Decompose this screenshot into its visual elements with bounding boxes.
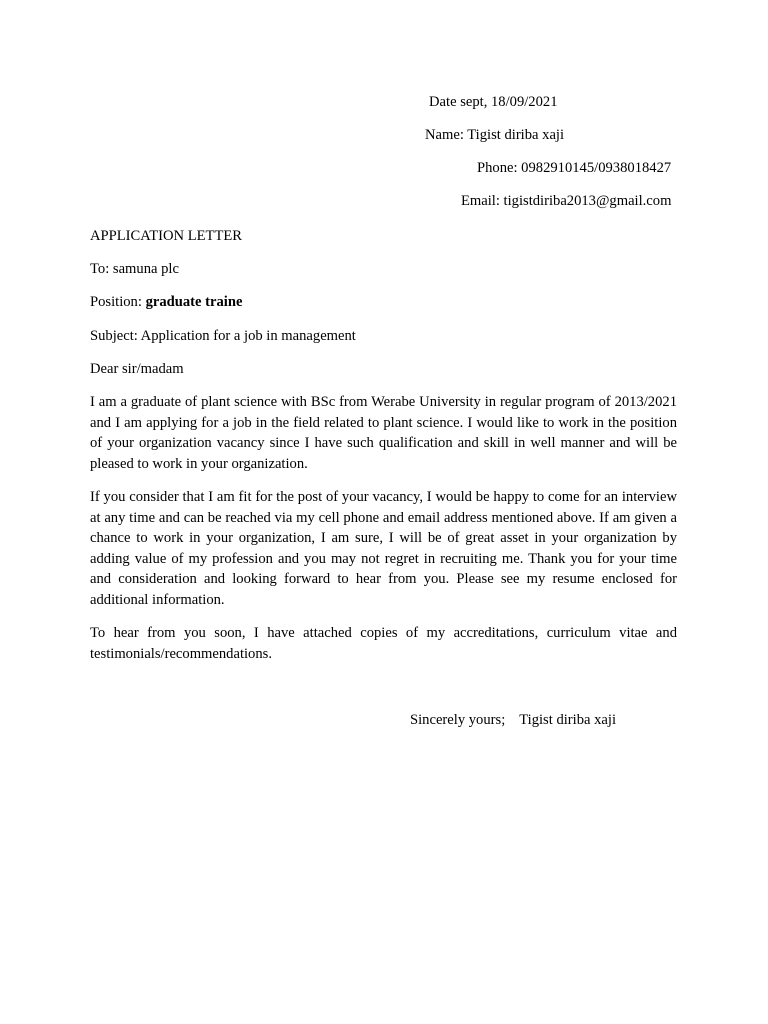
sender-name: Name: Tigist diriba xaji: [425, 127, 565, 143]
sender-phone: Phone: 0982910145/0938018427: [477, 160, 672, 176]
signature-name: Tigist diriba xaji: [519, 712, 617, 728]
signoff-line: [410, 711, 616, 729]
subject-line: Subject: Application for a job in management: [90, 328, 356, 344]
closing-text: Sincerely yours;: [410, 712, 506, 728]
body-paragraph-2: If you consider that I am fit for the post of your vacancy, I would be happy to come for an interview at any time and can be reached via my cell phone and email address mentioned above. If am given a chance to work in your organization, I am sure, I will be of great asset in your organization by adding value of my profession and you may not regret in recruiting me. Thank you for your time and consideration and looking forward to hear from you. Please see my resume enclosed for additional information.: [90, 489, 677, 608]
recipient-line: To: samuna plc: [90, 261, 179, 277]
sender-email: Email: tigistdiriba2013@gmail.com: [461, 193, 672, 209]
date-line: Date sept, 18/09/2021: [429, 94, 558, 110]
body-paragraph-3: To hear from you soon, I have attached copies of my accreditations, curriculum vitae and testimonials/recommendations.: [90, 625, 677, 662]
salutation: Dear sir/madam: [90, 361, 184, 377]
position-label: Position:: [90, 294, 146, 310]
position-value: graduate traine: [145, 294, 243, 310]
body-paragraph-1: I am a graduate of plant science with BSc from Werabe University in regular program of 2013/2021 and I am applying for a job in the field related to plant science. I would like to work in the position of your organization vacancy since I have such qualification and skill in well manner and will be pleased to work in your organization.: [90, 394, 677, 472]
position-line: [90, 293, 242, 311]
letter-title: APPLICATION LETTER: [90, 228, 243, 244]
